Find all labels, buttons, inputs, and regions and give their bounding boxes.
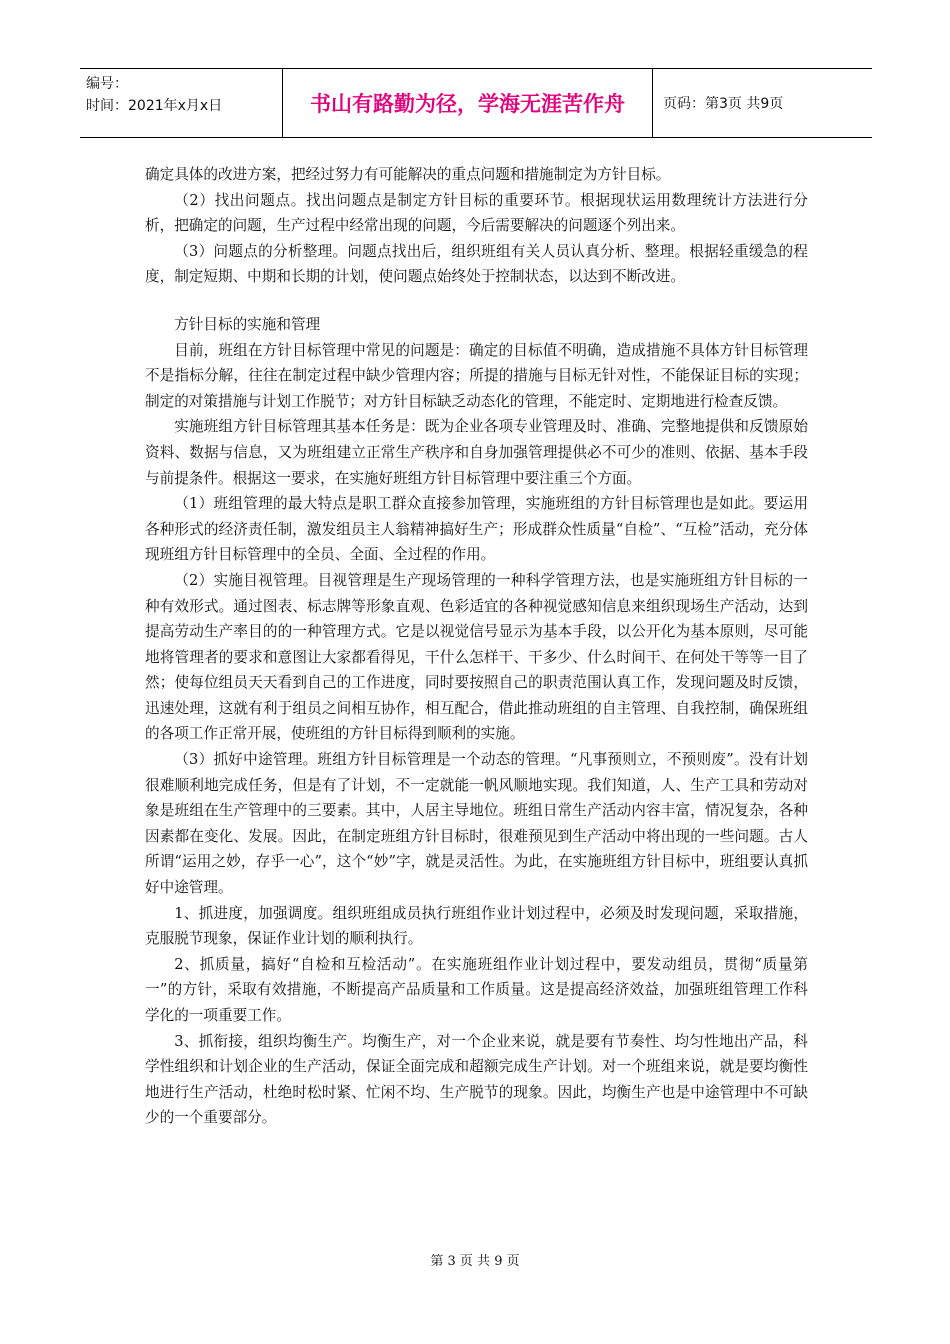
paragraph: 实施班组方针目标管理其基本任务是：既为企业各项专业管理及时、准确、完整地提供和反馈原始资料、数据与信息，又为班组建立正常生产秩序和自身加强管理提供必不可少的准则、依据、基本手段与前提条件。根据这一要求，在实施好班组方针目标管理中要注重三个方面。 [145, 418, 808, 487]
paragraph: （2）找出问题点。找出问题点是制定方针目标的重要环节。根据现状运用数理统计方法进行分析，把确定的问题，生产过程中经常出现的问题，今后需要解决的问题逐个列出来。 [145, 191, 808, 235]
section-heading: 方针目标的实施和管理 [174, 315, 321, 333]
paragraph: 目前，班组在方针目标管理中常见的问题是：确定的目标值不明确，造成措施不具体方针目标管理不是指标分解，往往在制定过程中缺少管理内容；所提的措施与目标无针对性，不能保证目标的实现；制定的对策措施与计划工作脱节；对方针目标缺乏动态化的管理，不能定时、定期地进行检查反馈。 [145, 341, 808, 410]
header-date: 时间：2021年x月x日 [86, 98, 223, 114]
page-header [80, 68, 872, 138]
paragraph: （3）问题点的分析整理。问题点找出后，组织班组有关人员认真分析、整理。根据轻重缓急的程度，制定短期、中期和长期的计划，使问题点始终处于控制状态，以达到不断改进。 [145, 242, 808, 286]
header-meta [80, 69, 283, 137]
page-footer: 第 3 页 共 9 页 [430, 1254, 520, 1269]
paragraph: 确定具体的改进方案，把经过努力有可能解决的重点问题和措施制定为方针目标。 [145, 166, 671, 183]
paragraph: 1、抓进度，加强调度。组织班组成员执行班组作业计划过程中，必须及时发现问题，采取措施，克服脱节现象，保证作业计划的顺利执行。 [145, 904, 808, 948]
document-body [145, 162, 808, 1131]
header-motto: 书山有路勤为径，学海无涯苦作舟 [283, 69, 653, 137]
paragraph: （3）抓好中途管理。班组方针目标管理是一个动态的管理。“凡事预则立，不预则废”。没有计划很难顺利地完成任务，但是有了计划，不一定就能一帆风顺地实现。我们知道，人、生产工具和劳动对象是班组在生产管理中的三要素。其中，人居主导地位。班组日常生产活动内容丰富，情况复杂，各种因素都在变化、发展。因此，在制定班组方针目标时，很难预见到生产活动中将出现的一些问题。古人所谓“运用之妙，存乎一心”，这个“妙”字，就是灵活性。为此，在实施班组方针目标中，班组要认真抓好中途管理。 [145, 751, 808, 897]
paragraph: （2）实施目视管理。目视管理是生产现场管理的一种科学管理方法，也是实施班组方针目标的一种有效形式。通过图表、标志牌等形象直观、色彩适宜的各种视觉感知信息来组织现场生产活动，达到提高劳动生产率目的的一种管理方式。它是以视觉信号显示为基本手段，以公开化为基本原则，尽可能地将管理者的要求和意图让大家都看得见，干什么怎样干、干多少、什么时间干、在何处干等等一目了然；使每位组员天天看到自己的工作进度，同时要按照自己的职责范围认真工作，发现问题及时反馈，迅速处理，这就有利于组员之间相互协作，相互配合，借此推动班组的自主管理、自我控制，确保班组的各项工作正常开展，使班组的方针目标得到顺利的实施。 [145, 571, 808, 743]
paragraph: 3、抓衔接，组织均衡生产。均衡生产，对一个企业来说，就是要有节奏性、均匀性地出产品，科学性组织和计划企业的生产活动，保证全面完成和超额完成生产计划。对一个班组来说，就是要均衡性地进行生产活动，杜绝时松时紧、忙闲不均、生产脱节的现象。因此，均衡生产也是中途管理中不可缺少的一个重要部分。 [145, 1032, 808, 1127]
paragraph: 2、抓质量，搞好“自检和互检活动”。在实施班组作业计划过程中，要发动组员，贯彻“质量第一”的方针，采取有效措施，不断提高产品质量和工作质量。这是提高经济效益，加强班组管理工作科学化的一项重要工作。 [145, 955, 808, 1024]
header-page-info: 页码：第3页 共9页 [663, 96, 784, 112]
paragraph: （1）班组管理的最大特点是职工群众直接参加管理，实施班组的方针目标管理也是如此。要运用各种形式的经济责任制，激发组员主人翁精神搞好生产；形成群众性质量“自检”、“互检”活动，充分体现班组方针目标管理中的全员、全面、全过程的作用。 [145, 495, 808, 564]
header-number: 编号： [86, 76, 128, 92]
